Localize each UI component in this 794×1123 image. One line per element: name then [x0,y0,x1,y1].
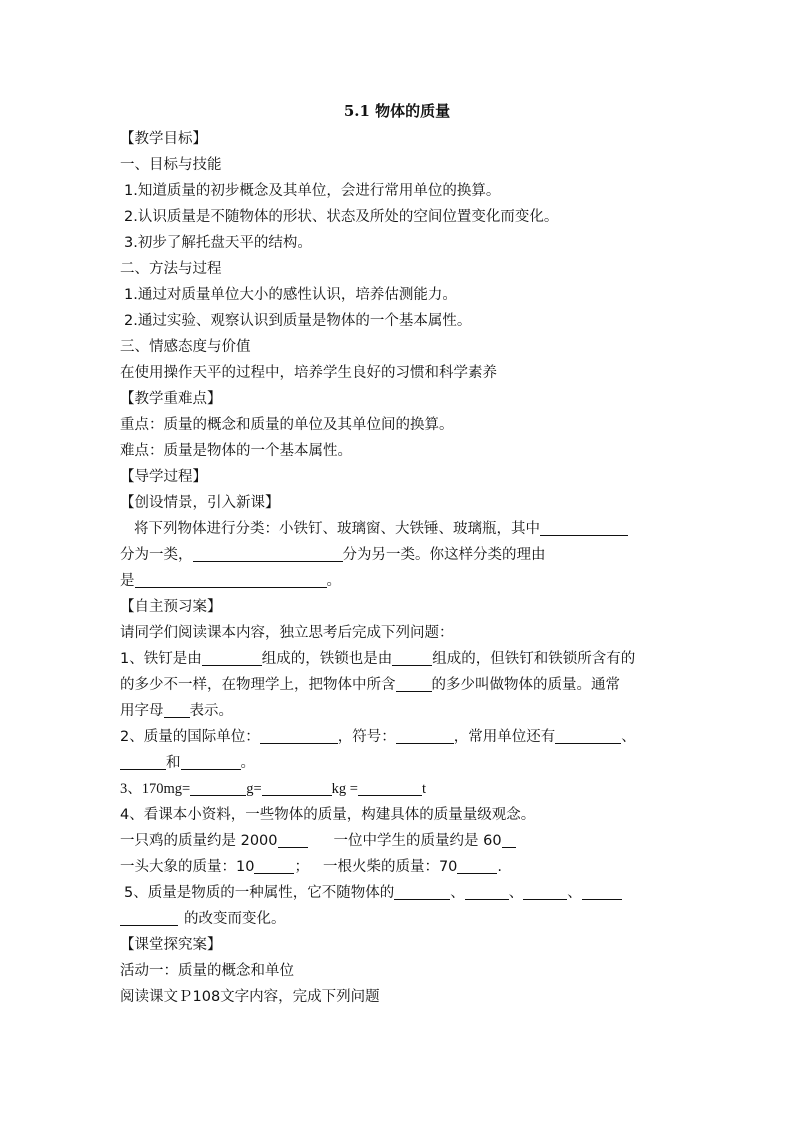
answer-blank[interactable] [120,751,166,770]
paragraph: 难点：质量是物体的一个基本属性。 [120,443,352,459]
question-line [120,828,690,854]
section-heading: 【课堂探究案】 [120,937,222,953]
answer-blank[interactable] [502,829,516,848]
subsection-heading: 二、方法与过程 [120,261,222,277]
question-text: ，常用单位还有 [453,729,556,745]
question-text: 和 [166,755,181,771]
question-text: 一头大象的质量：10 [120,859,255,875]
answer-blank[interactable] [120,907,178,926]
question-text: 一只鸡的质量约是 2000 [120,833,278,849]
subsection-heading: 三、情感态度与价值 [120,339,251,355]
answer-blank[interactable] [202,647,262,666]
subsection-heading: 活动一：质量的概念和单位 [120,963,294,979]
answer-blank[interactable] [164,699,190,718]
question-text: 1、铁钉是由 [120,651,202,667]
answer-blank[interactable] [555,725,621,744]
question-line [120,724,690,750]
subsection-heading: 一、目标与技能 [120,157,222,173]
answer-blank[interactable] [392,647,432,666]
section-heading: 【自主预习案】 [120,599,222,615]
section-heading: 【导学过程】 [120,469,207,485]
answer-blank[interactable] [523,881,567,900]
question-text: 5、质量是物质的一种属性，它不随物体的 [124,885,395,901]
document-body [120,126,690,1010]
question-text: 用字母 [120,703,164,719]
question-line [120,542,690,568]
section-heading: 【教学目标】 [120,131,207,147]
question-text: 。 [326,573,341,589]
question-text: 的多少叫做物体的质量。通常 [431,677,620,693]
answer-blank[interactable] [260,725,338,744]
question-line [120,854,690,880]
answer-blank[interactable] [540,517,628,536]
answer-blank[interactable] [457,855,497,874]
paragraph: 阅读课文Ｐ108文字内容，完成下列问题 [120,989,380,1005]
question-line [120,750,690,776]
answer-blank[interactable] [193,543,343,562]
question-text: 将下列物体进行分类：小铁钉、玻璃窗、大铁锤、玻璃瓶，其中 [134,521,540,537]
question-text: ； [294,859,309,875]
objective-item: 2.认识质量是不随物体的形状、状态及所处的空间位置变化而变化。 [124,209,559,225]
section-heading: 【教学重难点】 [120,391,222,407]
question-text: 。 [240,755,255,771]
question-line [120,698,690,724]
objective-item: 1.通过对质量单位大小的感性认识，培养估测能力。 [124,287,457,303]
paragraph: 在使用操作天平的过程中，培养学生良好的习惯和科学素养 [120,365,497,381]
question-text: 2、质量的国际单位： [120,729,260,745]
question-text: 3、170mg= [120,781,191,797]
question-text: 、 [621,729,636,745]
question-line [120,516,690,542]
answer-blank[interactable] [181,751,241,770]
question-line [120,646,690,672]
answer-blank[interactable] [465,881,509,900]
question-text: 分为一类， [120,547,193,563]
question-line [120,672,690,698]
question-text: 的多少不一样，在物理学上，把物体中所含 [120,677,396,693]
question-text: 组成的，铁锁也是由 [261,651,393,667]
question-text: 是 [120,573,135,589]
question-line [120,568,690,594]
question-line [120,880,690,906]
answer-blank[interactable] [582,881,622,900]
paragraph: 4、看课本小资料，一些物体的质量，构建具体的质量量级观念。 [120,807,536,823]
answer-blank[interactable] [262,777,332,796]
paragraph: 重点：质量的概念和质量的单位及其单位间的换算。 [120,417,454,433]
question-text: 的改变而变化。 [184,911,286,927]
answer-blank[interactable] [190,777,246,796]
question-line [120,906,690,932]
question-text: g= [246,781,262,797]
objective-item: 3.初步了解托盘天平的结构。 [124,235,312,251]
answer-blank[interactable] [254,855,294,874]
question-text: 表示。 [189,703,233,719]
question-line [120,776,690,802]
question-text: 、 [508,885,524,901]
question-text: 、 [567,885,582,901]
question-text: 分为另一类。你这样分类的理由 [342,547,546,563]
answer-blank[interactable] [278,829,308,848]
question-text: 一根火柴的质量：70 [322,859,458,875]
question-text: t [421,781,426,797]
paragraph: 请同学们阅读课本内容，独立思考后完成下列问题： [120,625,454,641]
question-text: 一位中学生的质量约是 60 [333,833,502,849]
section-heading: 【创设情景，引入新课】 [120,495,280,511]
answer-blank[interactable] [396,673,432,692]
answer-blank[interactable] [394,881,450,900]
question-text: ，符号： [337,729,396,745]
objective-item: 1.知道质量的初步概念及其单位，会进行常用单位的换算。 [124,183,501,199]
answer-blank[interactable] [358,777,422,796]
answer-blank[interactable] [135,569,327,588]
question-text: . [497,859,503,875]
question-text: kg = [331,781,358,797]
question-text: 组成的，但铁钉和铁锁所含有的 [432,651,636,667]
objective-item: 2.通过实验、观察认识到质量是物体的一个基本属性。 [124,313,472,329]
page-title: 5.1 物体的质量 [343,102,451,120]
answer-blank[interactable] [396,725,454,744]
question-text: 、 [450,885,465,901]
